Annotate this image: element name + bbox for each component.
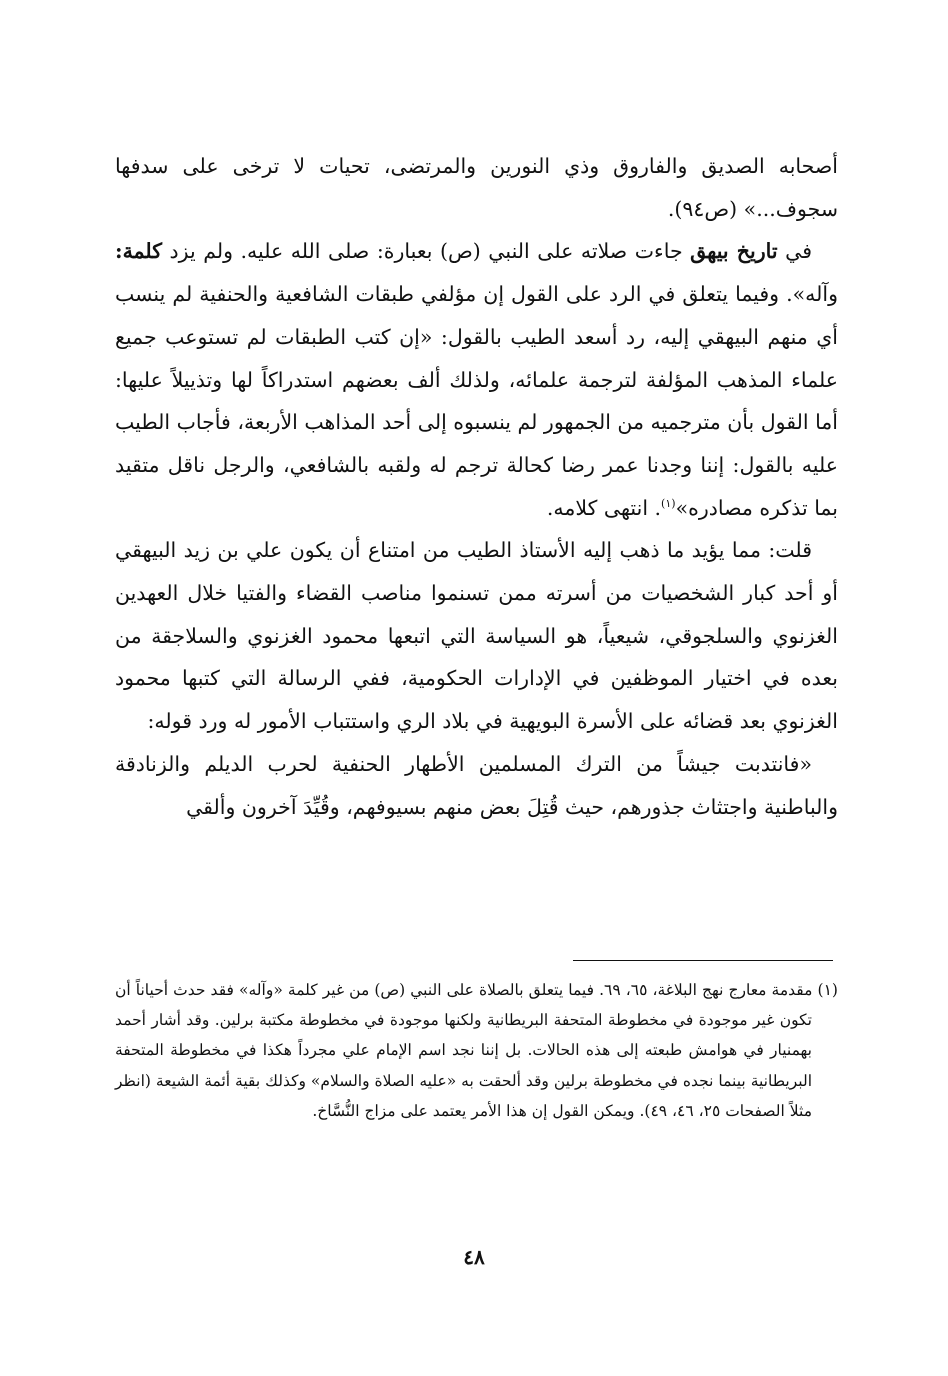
footnote-marker: (١) — [817, 981, 838, 999]
paragraph-4-text: «فانتدبت جيشاً من الترك المسلمين الأطهار الحنفية لحرب الديلم والزنادقة والباطنية واجتثاث جذورهم، حيث قُتِلَ بعض منهم بسيوفهم، وقُيِّدَ آخرون وألقي — [115, 751, 838, 819]
paragraph-2-lead: في — [777, 239, 812, 264]
paragraph-2 — [115, 230, 838, 529]
paragraph-2-ending: . انتهى كلامه. — [546, 495, 662, 520]
paragraph-3-text: قلت: مما يؤيد ما ذهب إليه الأستاذ الطيب من امتناع أن يكون علي بن زيد البيهقي أو أحد كبار الشخصيات من أسرته ممن تسنموا مناصب القضاء والفتيا خلال العهدين الغزنوي والسلجوقي، شيعياً، هو السياسة التي اتبعها محمود الغزنوي والسلاجقة من بعده في اختيار الموظفين في الإدارات الحكومية، ففي الرسالة التي كتبها محمود الغزنوي بعد قضائه على الأسرة البويهية في بلاد الري واستتباب الأمور له ورد قوله: — [115, 538, 838, 734]
paragraph-2-text-continued: وآله». وفيما يتعلق في الرد على القول إن مؤلفي طبقات الشافعية والحنفية لم ينسب أي منهم البيهقي إليه، رد أسعد الطيب بالقول: «إن كتب الطبقات لم تستوعب جميع علماء المذهب المؤلفة لترجمة علمائه، ولذلك ألف بعضهم استدراكاً لها وتذييلاً عليها: أما القول بأن مترجميه من الجمهور لم ينسبوه إلى أحد المذاهب الأربعة، فأجاب الطيب عليه بالقول: إننا وجدنا عمر رضا كحالة ترجم له ولقبه بالشافعي، والرجل ناقل متقيد بما تذكره مصادره» — [115, 282, 838, 520]
page-number: ٤٨ — [463, 1245, 485, 1269]
footnotes — [115, 975, 838, 1126]
paragraph-4 — [115, 743, 838, 828]
paragraph-1-text: أصحابه الصديق والفاروق وذي النورين والمرتضى، تحيات لا ترخى على سدفها سجوف...» (ص٩٤). — [115, 154, 838, 221]
footnote-text: مقدمة معارج نهج البلاغة، ٦٥، ٦٩. فيما يتعلق بالصلاة على النبي (ص) من غير كلمة «وآله» فقد حدث أحياناً أن تكون غير موجودة في مخطوطة المتحفة البريطانية ولكنها موجودة في مخطوطة مكتبة برلين. وقد أشار أحمد بهمنيار في هوامش طبعته إلى هذه الحالات. بل إننا نجد اسم الإمام علي مجرداً هكذا في مخطوطة المتحفة البريطانية بينما نجده في مخطوطة برلين وقد ألحقت به «عليه الصلاة والسلام» وكذلك بقية أئمة الشيعة (انظر مثلاً الصفحات ٢٥، ٤٦، ٤٩). ويمكن القول إن هذا الأمر يعتمد على مزاج النُّسَّاخ. — [115, 981, 813, 1120]
main-text — [115, 145, 838, 828]
paragraph-1 — [115, 145, 838, 230]
paragraph-2-text: جاءت صلاته على النبي (ص) بعبارة: صلى الله عليه. ولم يزد — [161, 239, 691, 264]
bold-word-kalima: كلمة: — [115, 239, 162, 264]
book-title-tarikh-bayhaq: تاريخ بيهق — [690, 239, 778, 264]
footnote-reference[interactable]: (١) — [661, 496, 676, 510]
paragraph-3 — [115, 529, 838, 743]
footnote-1 — [115, 975, 838, 1126]
footnote-separator — [573, 960, 833, 961]
